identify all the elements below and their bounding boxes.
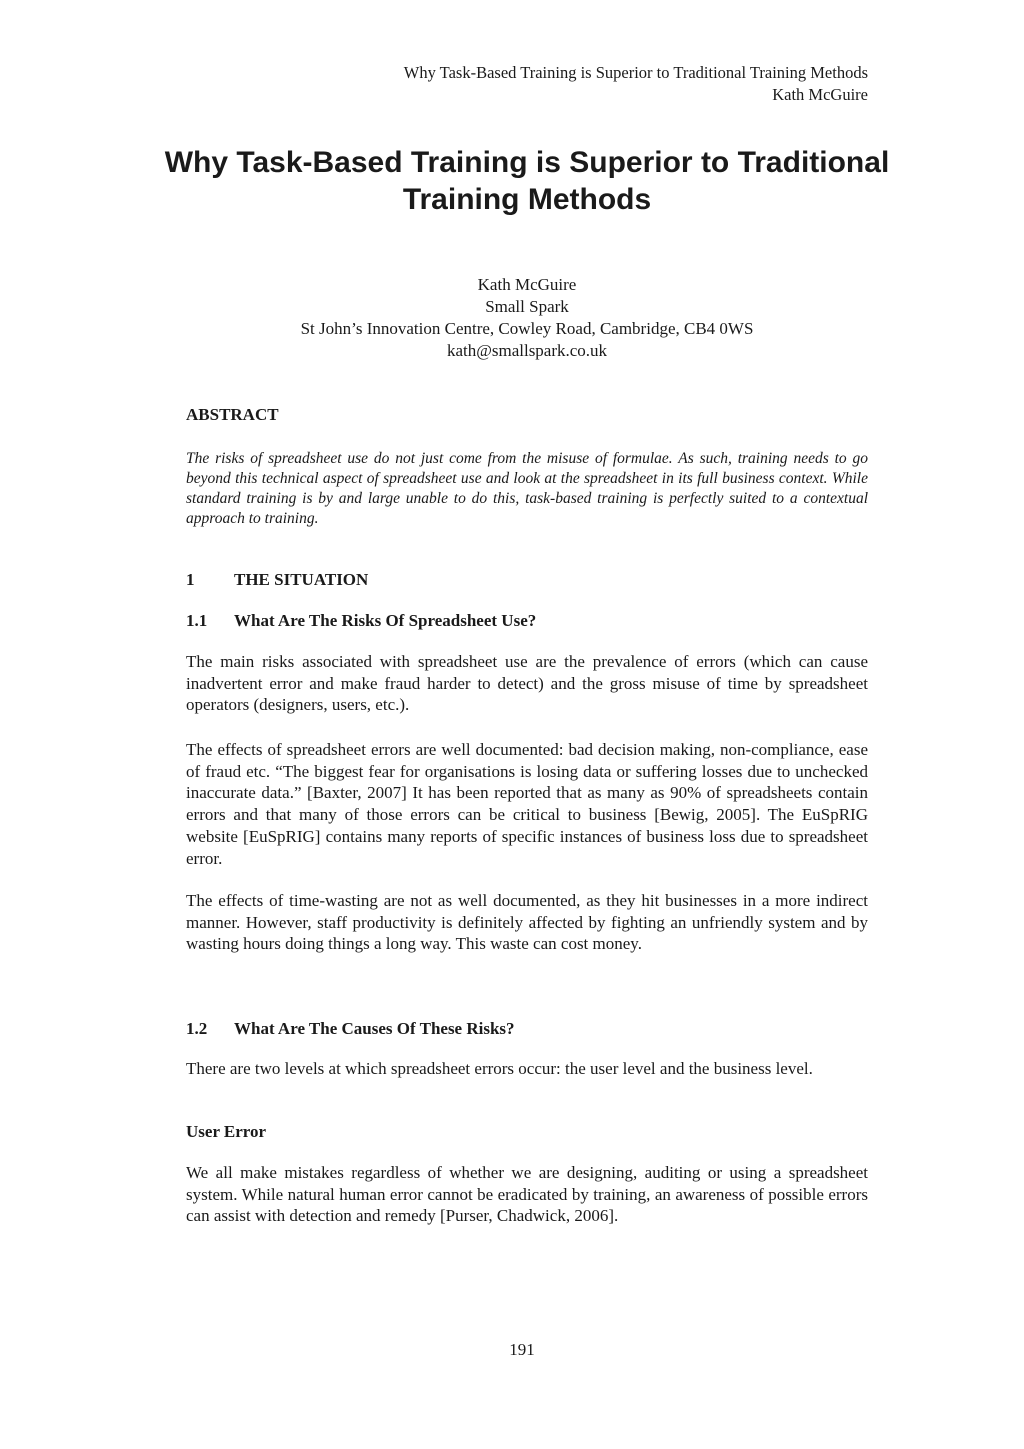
subsection-number: 1.1 (186, 611, 208, 630)
abstract-text: The risks of spreadsheet use do not just come from the misuse of formulae. As such, training needs to go beyond this technical aspect of spreadsheet use and look at the spreadsheet in its full business context. While standard training is by and large unable to do this, task-based training is perfectly suited to a contextual approach to training. (186, 450, 868, 527)
paragraph: The main risks associated with spreadsheet use are the prevalence of errors (which can cause inadvertent error and make fraud harder to detect) and the gross misuse of time by spreadsheet operators (designers, users, etc.). (186, 652, 868, 715)
author-address: St John’s Innovation Centre, Cowley Road, Cambridge, CB4 0WS (300, 319, 754, 338)
running-header-title: Why Task-Based Training is Superior to Traditional Training Methods (403, 63, 868, 82)
running-header (404, 62, 868, 106)
author-email: kath@smallspark.co.uk (446, 341, 608, 360)
paper-title: Why Task-Based Training is Superior to Traditional Training Methods (164, 146, 890, 216)
author-organization: Small Spark (485, 297, 569, 316)
subsection-heading (186, 1018, 868, 1040)
abstract-heading: ABSTRACT (186, 405, 279, 424)
page-number: 191 (509, 1340, 535, 1359)
author-block (150, 274, 904, 362)
author-name: Kath McGuire (477, 275, 577, 294)
subsection-title: What Are The Causes Of These Risks? (234, 1019, 515, 1038)
section-heading (186, 569, 868, 591)
running-header-author: Kath McGuire (772, 85, 868, 104)
subheading-user-error: User Error (186, 1122, 267, 1141)
paragraph: There are two levels at which spreadsheet errors occur: the user level and the business level. (186, 1059, 813, 1078)
subsection-heading (186, 610, 868, 632)
subsection-title: What Are The Risks Of Spreadsheet Use? (234, 611, 537, 630)
section-number: 1 (186, 570, 195, 589)
subsection-number: 1.2 (186, 1019, 208, 1038)
paragraph: The effects of time-wasting are not as well documented, as they hit businesses in a more indirect manner. However, staff productivity is definitely affected by fighting an unfriendly system and by wasting hours doing things a long way. This waste can cost money. (186, 891, 868, 954)
section-title: THE SITUATION (234, 570, 369, 589)
paragraph: We all make mistakes regardless of whether we are designing, auditing or using a spreadsheet system. While natural human error cannot be eradicated by training, an awareness of possible errors can assist with detection and remedy [Purser, Chadwick, 2006]. (186, 1163, 868, 1226)
paragraph: The effects of spreadsheet errors are well documented: bad decision making, non-compliance, ease of fraud etc. “The biggest fear for organisations is losing data or suffering losses due to unchecked inaccurate data.” [Baxter, 2007] It has been reported that as many as 90% of spreadsheets contain errors and that many of those errors can be critical to business [Bewig, 2005]. The EuSpRIG website [EuSpRIG] contains many reports of specific instances of business loss due to spreadsheet error. (186, 740, 868, 868)
